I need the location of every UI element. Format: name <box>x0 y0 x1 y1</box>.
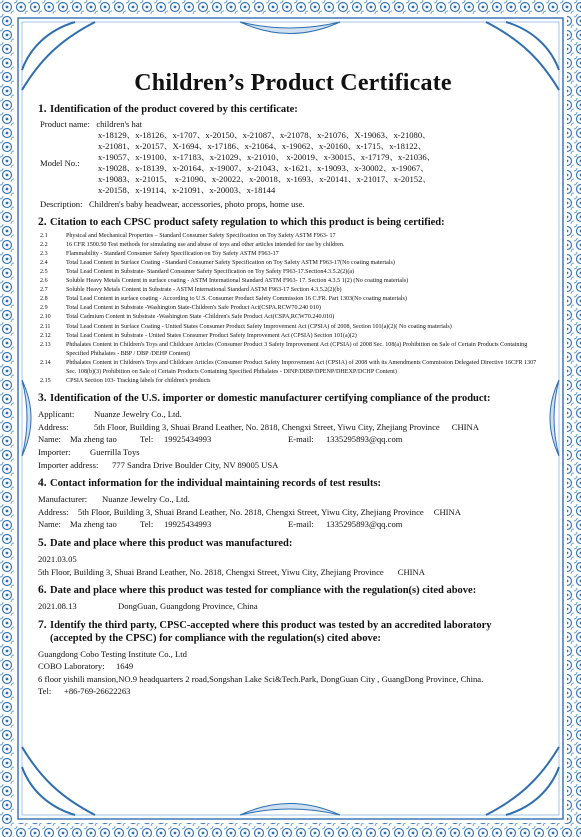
manufacture-date: 2021.03.05 <box>38 553 77 564</box>
regulation-item: 2.4 Total Lead Content in Surface Coating - Standard Consumer Safety Specification on Toy Safety ASTM F963-17(No coating materials) <box>40 259 395 266</box>
regulation-item: 2.5 Total Lead Content in Substrate- Standard Consumer Safety Specification on Toy Safety F963-17.Section4.3.5.2(2)(a) <box>40 268 355 275</box>
regulation-item: 2.15 CPSIA Section 103- Tracking labels for children's products <box>40 378 211 385</box>
certificate-body <box>38 70 548 698</box>
applicant-row: Applicant: Nuanze Jewelry Co., Ltd. <box>38 409 182 420</box>
regulation-item: 2.8 Total Lead Content in surface coating - According to U.S. Consumer Product Safety Commission 16 C.FR. Part 1303(No coating materials) <box>40 296 407 303</box>
lab-address: 6 floor yishili mansion,NO.9 headquarters 2 road,Songshan Lake Sci&Tech.Park, DongGuan City , GuangDong Province, China. <box>38 673 484 684</box>
model-line: x-19028、x-18139、x-20164、x-19007、x-21043、x-1621、x-19093、x-30002、x-19067、 <box>98 163 429 174</box>
product-name-row: Product name: children's hat <box>40 119 143 129</box>
applicant-address-row: Address: 5th Floor, Building 3, Shuai Brand Leather, No. 2818, Chengxi Street, Yiwu City, Zhejiang Province CHINA <box>38 421 479 432</box>
manufacturer-contact-row: Name: Ma zheng tao Tel: 19925434993 E-mail: 1335295893@qq.com <box>38 519 403 530</box>
model-number-block <box>38 130 548 197</box>
section-1-heading: 1. Identification of the product covered by this certificate: <box>38 103 298 115</box>
lab-tel-row: Tel: +86-769-26622263 <box>38 686 131 697</box>
regulation-item: 2.1 Physical and Mechanical Properties – Standard Consumer Safety Specification on Toy Safety ASTM F963- 17 <box>40 232 336 239</box>
section-7-heading-cont: (accepted by the CPSC) for compliance with the regulation(s) cited above: <box>50 632 381 644</box>
description-row: Description: Children's baby headwear, accessories, photo props, home use. <box>40 198 305 209</box>
test-date-place-row: 2021.08.13 DongGuan, Guangdong Province, China <box>38 601 258 612</box>
regulation-item: 2.2 16 CFR 1500.50 Test methods for simulating use and abuse of toys and other articles intended for use by children. <box>40 241 345 248</box>
applicant-value: Nuanze Jewelry Co., Ltd. <box>94 409 182 420</box>
manufacturer-value: Nuanze Jewelry Co., Ltd. <box>102 494 190 505</box>
manufacture-place-row: 5th Floor, Building 3, Shuai Brand Leather, No. 2818, Chengxi Street, Yiwu City, Zhejiang Province CHINA <box>38 566 425 577</box>
section-4-heading: 4. Contact information for the individual maintaining records of test results: <box>38 477 382 490</box>
regulation-item: 2.9 Total Lead Content in Substrate -Washington State-Children's Safe Product Act(CSPA.RCW70.240 010) <box>40 305 321 312</box>
section-3-heading: 3. Identification of the U.S. importer or domestic manufacturer certifying compliance of the product: <box>38 392 491 405</box>
regulation-item: 2.13 Phthalates Content in Children's Toys and Childcare Articles (Consumer Product 3 Safety Improvement Act (CPSIA) of 2008 Sec. 108(a) Prohibition on Sale of Certain Products Containing Specified Phthalates - BBP / DBP /DEHP Content) <box>40 341 528 357</box>
importer-row: Importer: Guerrilla Toys <box>38 446 140 457</box>
lab-number-row: COBO Laboratory: 1649 <box>38 661 134 672</box>
regulation-item: 2.14 Phthalates Content in Children's Toys and Childcare Articles (Consumer Product Safety Improvement Act (CPSIA) of 2008 with its Amendments Commission Delegated Directive 16CFR 1307 Sec. 108(b)(3) Prohibition on Sale of Certain Products Containing Specified Phthalates - DINP/DIBP/DPENP/DHEXP/DCHP Content) <box>40 359 537 375</box>
lab-name: Guangdong Cobo Testing Institute Co., Ltd <box>38 648 187 659</box>
regulation-item: 2.7 Soluble Heavy Metals Content in Substrate - ASTM International Standard ASTM F963-17 Section 4.3.5.2(2)(b) <box>40 287 342 294</box>
model-line: x-19057、x-19100、x-17183、x-21029、x-21010、 x-20019、x-30015、x-17179、x-21036、 <box>98 152 436 163</box>
regulation-item: 2.3 Flammability - Standard Consumer Safety Specification on Toy Safety ASTM F963-17 <box>40 250 279 257</box>
regulation-item: 2.6 Soluble Heavy Metals Content in surface coating - ASTM International Standard ASTM F963- 17. Section 4.3.5 1(2) (No coating materials) <box>40 278 409 285</box>
model-line: x-19083、x-21015、 x-21090、x-20022、x-20018、x-1693、x-20141、x-21017、x-20152、 <box>98 174 431 185</box>
applicant-contact-row: Name: Ma zheng tao Tel: 19925434993 E-mail: 1335295893@qq.com <box>38 434 403 445</box>
section-5-heading: 5. Date and place where this product was manufactured: <box>38 536 293 549</box>
manufacturer-row: Manufacturer: Nuanze Jewelry Co., Ltd. <box>38 494 190 505</box>
description-value: Children's baby headwear, accessories, photo props, home use. <box>88 198 305 209</box>
manufacturer-address-row: Address: 5th Floor, Building 3, Shuai Brand Leather, No. 2818, Chengxi Street, Yiwu City, Zhejiang Province CHINA <box>38 506 461 517</box>
importer-value: Guerrilla Toys <box>90 446 140 457</box>
section-6-heading: 6. Date and place where this product was tested for compliance with the regulation(s) cited above: <box>38 584 477 597</box>
certificate-title: Children’s Product Certificate <box>134 70 452 96</box>
section-2-heading: 2. Citation to each CPSC product safety regulation to which this product is being certified: <box>38 215 445 228</box>
regulation-item: 2.11 Total Lead Content in Surface Coating - United States Consumer Product Safety Improvement Act (CPSIA) of 2008, Section 101(a)(2)( No coating materials) <box>40 323 452 330</box>
regulation-item: 2.12 Total Lead Content in Substrate - United States Consumer Product Safety Improvement Act (CPSIA) Section 101(a)(2) <box>40 332 357 339</box>
model-list <box>98 130 548 197</box>
regulation-list <box>38 232 548 387</box>
model-line: x-21081、x-20157、X-1694、x-17186、x-21064、x-19062、x-20160、x-1715、x-18122、 <box>98 141 427 152</box>
product-name-value: children's hat <box>96 119 143 129</box>
model-label: Model No.: <box>40 157 80 168</box>
regulation-item: 2.10 Total Cadmium Content in Substrate -Washington State -Children's Safe Product Act(CSPA,RCW70.240.010) <box>40 314 335 321</box>
section-7-heading: 7. Identify the third party, CPSC-accepted where this product was tested by an accredited laboratory <box>38 618 492 631</box>
model-line: x-20158、x-19114、x-21091、x-20003、x-18144 <box>98 185 276 196</box>
importer-address-row: Importer address: 777 Sandra Drive Boulder City, NV 89005 USA <box>38 459 279 470</box>
model-line: x-18129、x-18126、x-1707、x-20150、x-21087、x-21078、x-21076、X-19063、x-21080、 <box>98 130 431 140</box>
